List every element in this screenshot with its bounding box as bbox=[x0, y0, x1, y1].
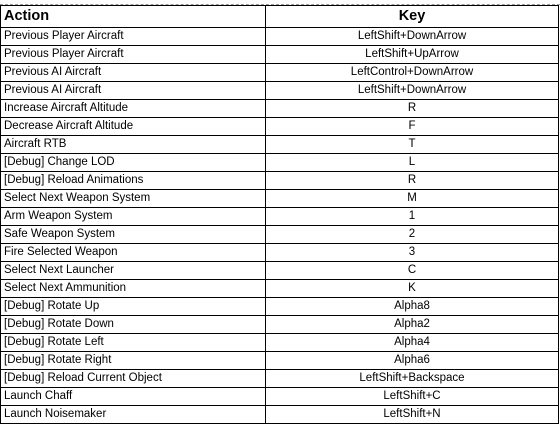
action-cell[interactable]: [Debug] Reload Current Object bbox=[1, 370, 266, 388]
table-row bbox=[1, 64, 559, 82]
key-cell[interactable]: L bbox=[266, 154, 559, 172]
table-row bbox=[1, 136, 559, 154]
action-cell[interactable]: Decrease Aircraft Altitude bbox=[1, 118, 266, 136]
table-row bbox=[1, 208, 559, 226]
key-cell[interactable]: Alpha4 bbox=[266, 334, 559, 352]
table-row bbox=[1, 118, 559, 136]
table-row bbox=[1, 172, 559, 190]
key-cell[interactable]: Alpha6 bbox=[266, 352, 559, 370]
action-cell[interactable]: Increase Aircraft Altitude bbox=[1, 100, 266, 118]
table-row bbox=[1, 154, 559, 172]
action-cell[interactable]: [Debug] Change LOD bbox=[1, 154, 266, 172]
action-cell[interactable]: Safe Weapon System bbox=[1, 226, 266, 244]
key-cell[interactable]: LeftShift+C bbox=[266, 388, 559, 406]
key-cell[interactable]: F bbox=[266, 118, 559, 136]
key-cell[interactable]: C bbox=[266, 262, 559, 280]
action-cell[interactable]: Launch Chaff bbox=[1, 388, 266, 406]
table-row bbox=[1, 406, 559, 424]
table-row bbox=[1, 262, 559, 280]
action-cell[interactable]: Fire Selected Weapon bbox=[1, 244, 266, 262]
key-cell[interactable]: LeftControl+DownArrow bbox=[266, 64, 559, 82]
table-body bbox=[1, 28, 559, 424]
action-cell[interactable]: [Debug] Reload Animations bbox=[1, 172, 266, 190]
table-row bbox=[1, 316, 559, 334]
key-cell[interactable]: 2 bbox=[266, 226, 559, 244]
table-row bbox=[1, 28, 559, 46]
key-cell[interactable]: M bbox=[266, 190, 559, 208]
table-row bbox=[1, 298, 559, 316]
key-cell[interactable]: 1 bbox=[266, 208, 559, 226]
table-row bbox=[1, 280, 559, 298]
key-cell[interactable]: K bbox=[266, 280, 559, 298]
key-cell[interactable]: Alpha8 bbox=[266, 298, 559, 316]
key-cell[interactable]: LeftShift+N bbox=[266, 406, 559, 424]
key-cell[interactable]: LeftShift+UpArrow bbox=[266, 46, 559, 64]
action-cell[interactable]: [Debug] Rotate Down bbox=[1, 316, 266, 334]
header-key[interactable]: Key bbox=[266, 6, 559, 28]
key-cell[interactable]: T bbox=[266, 136, 559, 154]
action-cell[interactable]: Select Next Ammunition bbox=[1, 280, 266, 298]
table-row bbox=[1, 244, 559, 262]
key-cell[interactable]: 3 bbox=[266, 244, 559, 262]
key-cell[interactable]: R bbox=[266, 172, 559, 190]
action-cell[interactable]: Previous AI Aircraft bbox=[1, 64, 266, 82]
keybindings-table bbox=[0, 5, 559, 424]
action-cell[interactable]: Launch Noisemaker bbox=[1, 406, 266, 424]
key-cell[interactable]: R bbox=[266, 100, 559, 118]
key-cell[interactable]: LeftShift+DownArrow bbox=[266, 28, 559, 46]
action-cell[interactable]: Previous Player Aircraft bbox=[1, 46, 266, 64]
key-cell[interactable]: LeftShift+Backspace bbox=[266, 370, 559, 388]
table-row bbox=[1, 334, 559, 352]
table-row bbox=[1, 226, 559, 244]
action-cell[interactable]: Select Next Weapon System bbox=[1, 190, 266, 208]
table-row bbox=[1, 100, 559, 118]
table-row bbox=[1, 190, 559, 208]
table-row bbox=[1, 46, 559, 64]
table-row bbox=[1, 352, 559, 370]
action-cell[interactable]: Arm Weapon System bbox=[1, 208, 266, 226]
key-cell[interactable]: Alpha2 bbox=[266, 316, 559, 334]
action-cell[interactable]: [Debug] Rotate Right bbox=[1, 352, 266, 370]
action-cell[interactable]: Aircraft RTB bbox=[1, 136, 266, 154]
action-cell[interactable]: [Debug] Rotate Up bbox=[1, 298, 266, 316]
action-cell[interactable]: Previous AI Aircraft bbox=[1, 82, 266, 100]
table-row bbox=[1, 82, 559, 100]
action-cell[interactable]: Select Next Launcher bbox=[1, 262, 266, 280]
header-action[interactable]: Action bbox=[1, 6, 266, 28]
table-row bbox=[1, 370, 559, 388]
key-cell[interactable]: LeftShift+DownArrow bbox=[266, 82, 559, 100]
table-row bbox=[1, 388, 559, 406]
header-row bbox=[1, 6, 559, 28]
action-cell[interactable]: Previous Player Aircraft bbox=[1, 28, 266, 46]
action-cell[interactable]: [Debug] Rotate Left bbox=[1, 334, 266, 352]
